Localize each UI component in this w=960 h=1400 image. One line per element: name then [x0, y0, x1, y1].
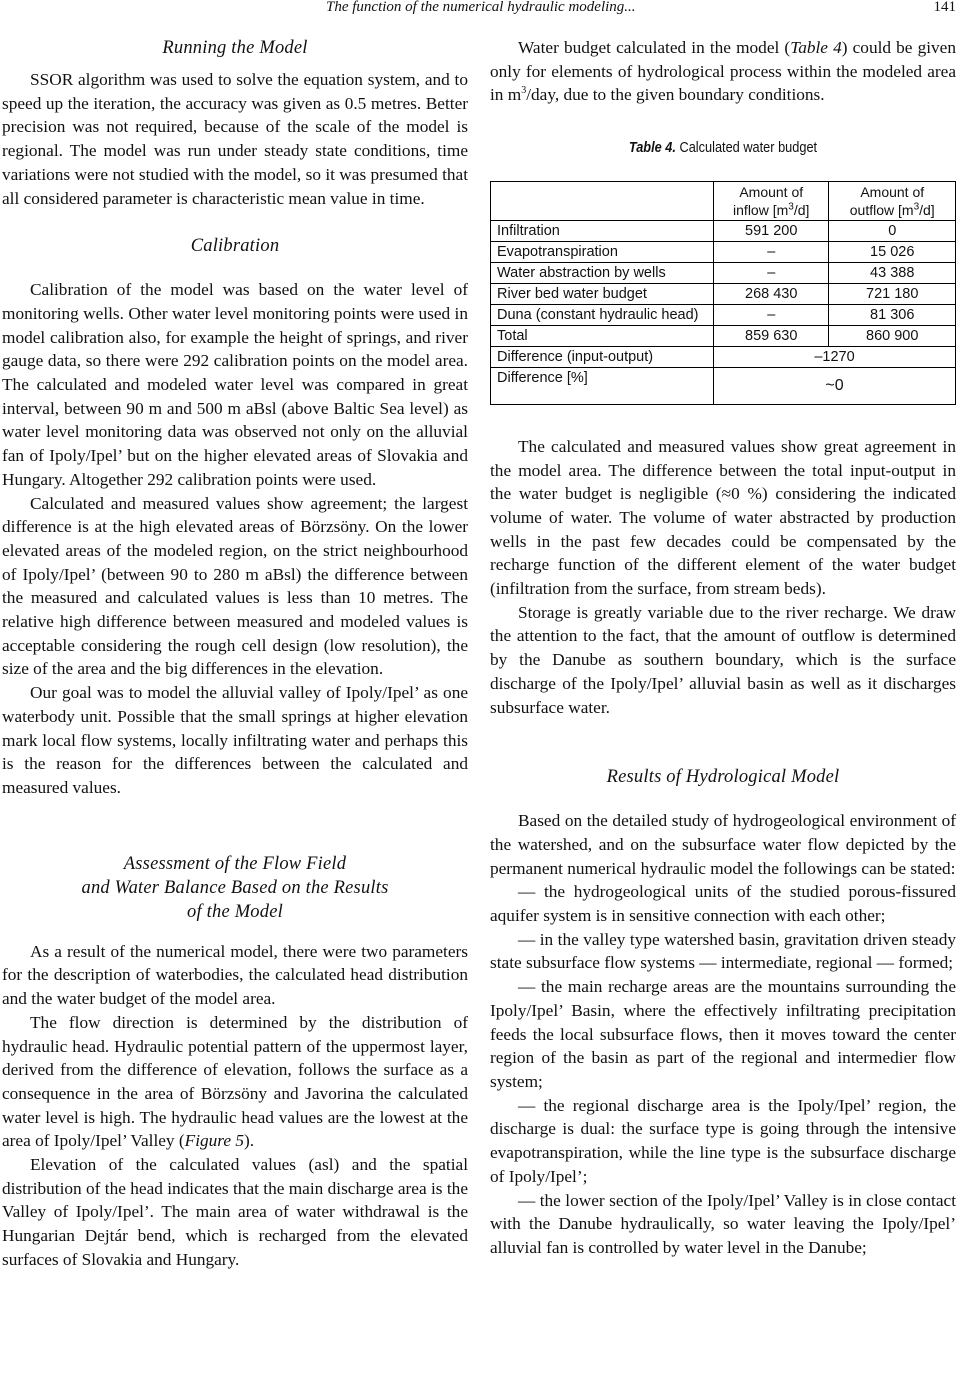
right-column — [490, 36, 956, 1260]
section-title-results: Results of Hydrological Model — [606, 767, 840, 788]
row-label: Evapotranspiration — [491, 241, 714, 262]
section-title-calibration: Calibration — [190, 236, 280, 257]
difference-percent-cell: ~0 — [714, 367, 956, 404]
outflow-cell: 15 026 — [829, 241, 956, 262]
section-title-line: Assessment of the Flow Field — [123, 853, 347, 874]
inflow-cell: – — [714, 304, 829, 325]
inflow-cell: 268 430 — [714, 283, 829, 304]
paragraph-text: ) could be given only for elements of hydrological process within the modeled area in m — [490, 38, 956, 105]
table-row-total — [491, 325, 956, 346]
table-row — [491, 220, 956, 241]
list-item: — the hydrogeological units of the studied porous-fissured aquifer system is in sensitive connection with each other; — [490, 882, 956, 926]
outflow-cell: 81 306 — [829, 304, 956, 325]
table-header-outflow: Amount of outflow $[m^3/d]$ — [829, 181, 956, 220]
row-label: River bed water budget — [491, 283, 714, 304]
difference-cell: –1270 — [714, 346, 956, 367]
table-header-row — [491, 181, 956, 220]
running-header — [0, 0, 960, 20]
table-reference: Table 4 — [790, 38, 842, 57]
running-title: The function of the numerical hydraulic modeling... — [326, 0, 636, 15]
row-label: Water abstraction by wells — [491, 262, 714, 283]
water-budget-table — [490, 181, 956, 405]
table-caption-label: Table 4. — [628, 140, 676, 157]
paragraph: Calibration of the model was based on the water level of monitoring wells. Other water level monitoring points were used in model calibration also, for example the height of springs, and river gauge data, so there were 292 calibration points on the model area. The calculated and modeled water level was compared in great interval, between 90 m and 500 m aBsl (above Baltic Sea level) as water level monitoring data was observed not only on the alluvial fan of Ipoly/Ipel’ but on the higher elevated areas of Slovakia and Hungary. Altogether 292 calibration points were used. — [2, 280, 468, 489]
paragraph — [490, 36, 956, 107]
list-item: — in the valley type watershed basin, gravitation driven steady state subsurface flow systems — intermediate, regional — formed; — [490, 929, 956, 973]
paragraph: As a result of the numerical model, there were two parameters for the description of waterbodies, the calculated head distribution and the water budget of the model area. — [2, 941, 468, 1009]
paragraph: Calculated and measured values show agreement; the largest difference is at the high elevated areas of Börzsöny. On the lower elevated areas of the modeled region, on the strict neighbourhood of Ipoly/Ipel’ (between 90 to 280 m aBsl) the difference between the measured and calculated values is less than 10 metres. The relative high difference between measured and modeled values is acceptable considering the rough cell design (low resolution), the size of the area and the big differences in the elevation. — [2, 493, 468, 679]
paragraph-text: ). — [244, 1131, 255, 1151]
paragraph — [2, 1011, 468, 1153]
list-item: — the lower section of the Ipoly/Ipel’ Valley is in close contact with the Danube hydraulically, so water leaving the Ipoly/Ipel’ alluvial fan is controlled by water level in the Danube; — [490, 1190, 956, 1257]
table-row-difference-percent — [491, 367, 956, 404]
row-label: Infiltration — [491, 220, 714, 241]
paragraph: Storage is greatly variable due to the river recharge. We draw the attention to the fact, that the amount of outflow is determined by the Danube as southern boundary, which is the surface discharge of the Ipoly/Ipel’ alluvial basin as well as it discharges subsurface water. — [490, 602, 956, 717]
table-row — [491, 304, 956, 325]
section-title-line: and Water Balance Based on the Results — [81, 877, 389, 898]
table-row-difference — [491, 346, 956, 367]
table-header-empty — [491, 181, 714, 220]
left-column — [2, 36, 468, 1272]
row-label: Total — [491, 325, 714, 346]
row-label: Difference (input-output) — [491, 346, 714, 367]
table-row — [491, 262, 956, 283]
paragraph: The calculated and measured values show great agreement in the model area. The difference between the total input-output in the water budget is negligible (≈0 %) considering the indicated volume of water. The volume of water abstracted by production wells in the past few decades could be compensated by the recharge function of the different element of the water budget (infiltration from the surface, from stream beds). — [490, 436, 956, 599]
outflow-cell: 43 388 — [829, 262, 956, 283]
outflow-cell: 860 900 — [829, 325, 956, 346]
table-row — [491, 283, 956, 304]
section-title-running-the-model: Running the Model — [162, 38, 308, 58]
section-title-assessment — [2, 852, 468, 924]
paragraph: Elevation of the calculated values (asl) and the spatial distribution of the head indicates that the main discharge area is the Valley of Ipoly/Ipel’. The main area of water withdrawal is the Hungarian Dejtár bend, which is recharged from the elevated surfaces of Slovakia and Hungary. — [2, 1155, 468, 1269]
paragraph-text: Water budget calculated in the model ( — [518, 38, 791, 57]
paragraph: SSOR algorithm was used to solve the equation system, and to speed up the iteration, the accuracy was given as 0.5 metres. Better precision was not required, because of the scale of the model is regional. The model was run under steady state conditions, time variations were not studied with the model, so it was presumed that all considered parameter is characteristic mean value in time. — [2, 70, 468, 208]
table-row — [491, 241, 956, 262]
list-item: — the regional discharge area is the Ipoly/Ipel’ region, the discharge is dual: the surface type is going through the intensive evapotranspiration, while the line type is the subsurface discharge of Ipoly/Ipel’; — [490, 1095, 956, 1186]
section-title-line: of the Model — [187, 901, 283, 922]
paragraph: Our goal was to model the alluvial valley of Ipoly/Ipel’ as one waterbody unit. Possible that the small springs at higher elevation mark local flow systems, locally infiltrating water and perhaps this is the reason for the differences between the calculated and measured values. — [2, 683, 468, 797]
outflow-cell: 0 — [829, 220, 956, 241]
inflow-cell: 591 200 — [714, 220, 829, 241]
row-label: Duna (constant hydraulic head) — [491, 304, 714, 325]
inflow-cell: – — [714, 241, 829, 262]
paragraph-text: /day, due to the given boundary conditions. — [526, 85, 825, 105]
outflow-cell: 721 180 — [829, 283, 956, 304]
page-number: 141 — [933, 0, 956, 15]
row-label: Difference [%] — [491, 367, 714, 404]
figure-reference: Figure 5 — [184, 1131, 245, 1151]
table-caption-text: Calculated water budget — [679, 140, 818, 157]
table-header-inflow: Amount of inflow $[m^3/d]$ — [714, 181, 829, 220]
paragraph-text: The flow direction is determined by the distribution of hydraulic head. Hydraulic potential pattern of the uppermost layer, derived from the difference of elevation, follows the surface as a consequence in the area of Börzsöny and Javorina the calculated water level is high. The hydraulic head values are the lowest at the area of Ipoly/Ipel’ Valley ( — [2, 1012, 468, 1151]
table-caption — [518, 137, 928, 161]
inflow-cell: 859 630 — [714, 325, 829, 346]
paragraph: Based on the detailed study of hydrogeological environment of the watershed, and on the subsurface water flow depicted by the permanent numerical hydraulic model the followings can be stated: — [490, 811, 956, 878]
inflow-cell: – — [714, 262, 829, 283]
superscript: 3 — [521, 85, 527, 97]
list-item: — the main recharge areas are the mountains surrounding the Ipoly/Ipel’ Basin, where the effectively infiltrating precipitation feeds the local subsurface flows, then it moves toward the center region of the basin as part of the regional and intermedier flow system; — [490, 977, 956, 1091]
